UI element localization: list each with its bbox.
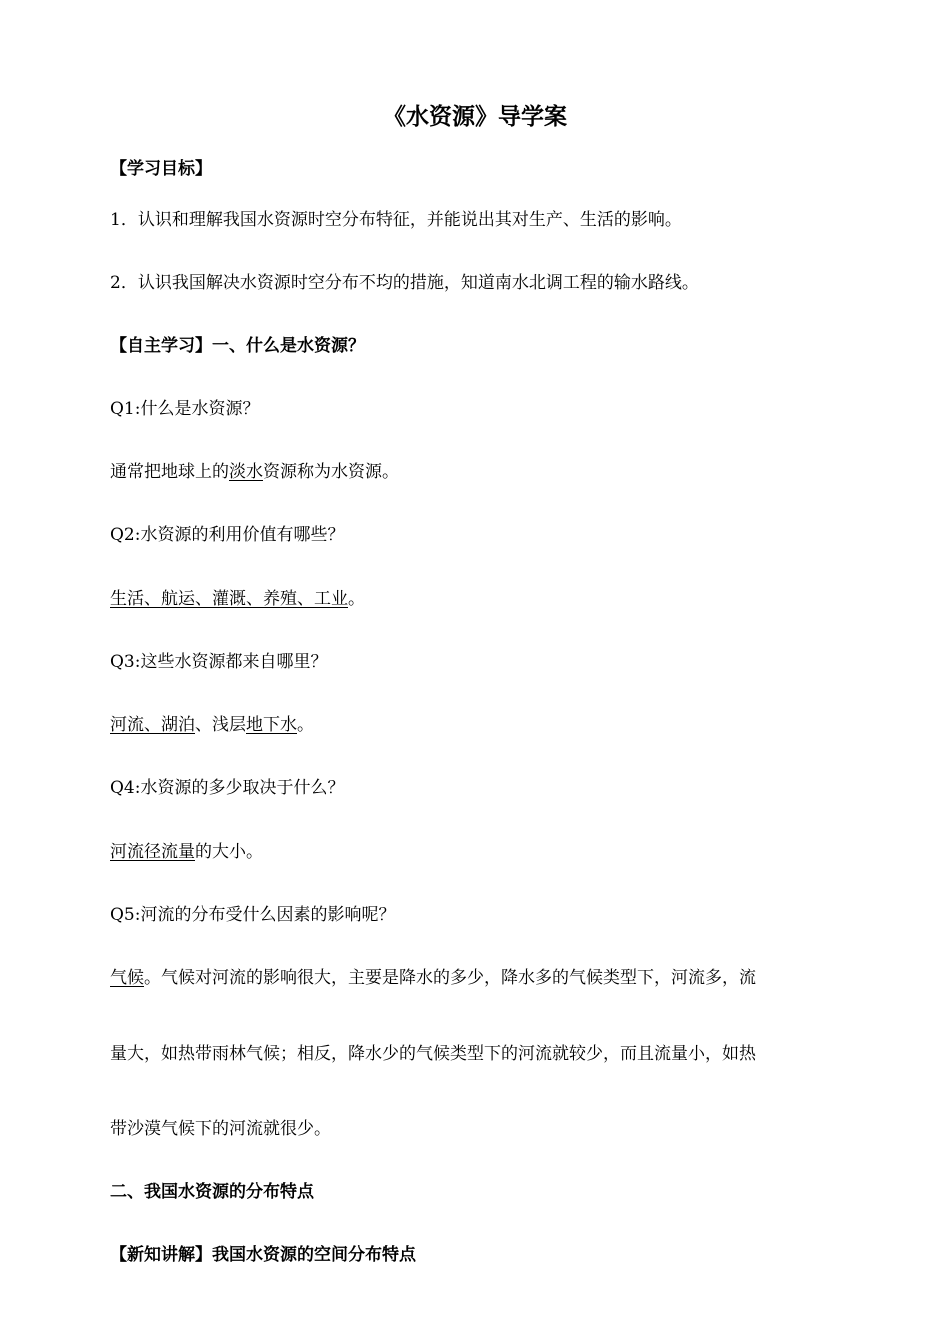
question-q4: Q4:水资源的多少取决于什么？	[110, 778, 345, 798]
answer-q3-post: 。	[297, 715, 314, 735]
self-study-heading: 【自主学习】一、什么是水资源？	[110, 336, 365, 356]
answer-q5-line-1	[110, 966, 756, 990]
answer-q2	[110, 587, 365, 611]
question-q3: Q3:这些水资源都来自哪里？	[110, 652, 328, 672]
answer-q5-line-2: 量大，如热带雨林气候；相反，降水少的气候类型下的河流就较少，而且流量小，如热	[110, 1044, 756, 1064]
answer-q1	[110, 460, 399, 484]
answer-q3-underlined-2: 地下水	[246, 715, 297, 735]
answer-q1-post: 资源称为水资源。	[263, 462, 399, 482]
answer-q4-underlined: 河流径流量	[110, 842, 195, 862]
document-title: 《水资源》导学案	[383, 104, 567, 130]
objectives-heading: 【学习目标】	[110, 159, 212, 179]
answer-q1-underlined: 淡水	[229, 462, 263, 482]
answer-q2-underlined: 生活、航运、灌溉、养殖、工业	[110, 589, 348, 609]
answer-q3-mid: 、浅层	[195, 715, 246, 735]
objective-item-1: 1．认识和理解我国水资源时空分布特征，并能说出其对生产、生活的影响。	[110, 210, 682, 230]
answer-q1-pre: 通常把地球上的	[110, 462, 229, 482]
question-q5: Q5:河流的分布受什么因素的影响呢？	[110, 905, 396, 925]
answer-q5-text-1: 。气候对河流的影响很大，主要是降水的多少，降水多的气候类型下，河流多，流	[144, 968, 756, 988]
answer-q4-post: 的大小。	[195, 842, 263, 862]
answer-q4	[110, 840, 263, 864]
answer-q5-line-3: 带沙漠气候下的河流就很少。	[110, 1119, 331, 1139]
objective-item-2: 2．认识我国解决水资源时空分布不均的措施，知道南水北调工程的输水路线。	[110, 273, 699, 293]
section-2-heading: 二、我国水资源的分布特点	[110, 1182, 314, 1202]
question-q2: Q2:水资源的利用价值有哪些？	[110, 525, 345, 545]
question-q1: Q1:什么是水资源？	[110, 399, 260, 419]
answer-q3	[110, 713, 314, 737]
answer-q3-underlined-1: 河流、湖泊	[110, 715, 195, 735]
answer-q2-post: 。	[348, 589, 365, 609]
new-knowledge-heading: 【新知讲解】我国水资源的空间分布特点	[110, 1245, 416, 1265]
answer-q5-underlined: 气候	[110, 968, 144, 988]
